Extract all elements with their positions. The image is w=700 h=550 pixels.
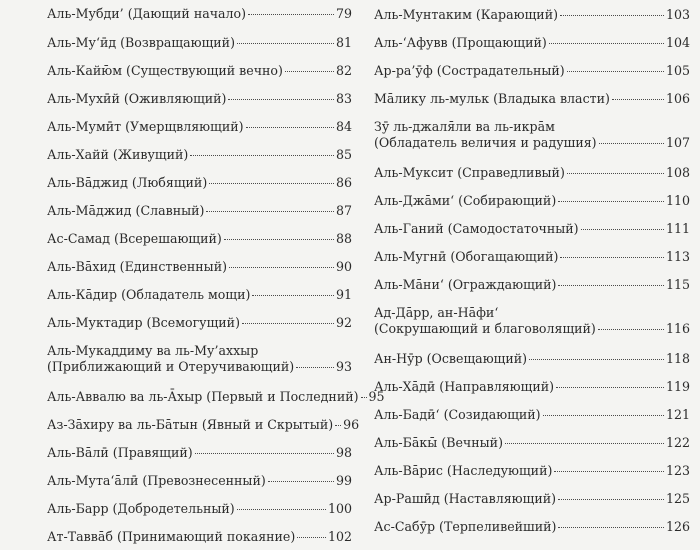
toc-entry-title-line: Зӯ ль-джаля̄ли ва ль-икра̄м	[374, 119, 555, 134]
toc-entry	[37, 168, 352, 196]
toc-entry-title: Аль-Ба̄кы̄ (Вечный)	[374, 435, 503, 450]
toc-entry	[37, 494, 352, 522]
toc-entry-title: Ар-Рашӣд (Наставляющий)	[374, 491, 557, 506]
dot-leader	[246, 127, 334, 128]
toc-entry	[374, 512, 690, 540]
toc-entry-title-line: Аль-Мукаддиму ва ль-Му’аххыр	[47, 343, 259, 358]
toc-entry-title: Аль-Мухӣй (Оживляющий)	[47, 91, 227, 106]
left-column	[37, 0, 385, 544]
toc-entry	[374, 270, 690, 298]
toc-entry-title: Аль-Мубди’ (Дающий начало)	[47, 6, 247, 21]
toc-entry	[374, 112, 690, 158]
dot-leader	[560, 15, 664, 16]
toc-page-number: 98	[335, 445, 352, 460]
toc-entry	[374, 84, 690, 112]
dot-leader	[252, 295, 334, 296]
toc-page-number: 119	[665, 379, 690, 394]
toc-entry-title: Аль-Ма̄джид (Славный)	[47, 203, 205, 218]
toc-entry-title-line: Ад-Да̄рр, ан-На̄фи‘	[374, 305, 499, 320]
toc-page-number: 95	[368, 389, 385, 404]
toc-page-number: 106	[665, 91, 690, 106]
toc-entry-title: Аль-Му‘ӣд (Возвращающий)	[47, 35, 235, 50]
toc-page-number: 105	[665, 63, 690, 78]
toc-entry-title: (Приближающий и Отеручивающий)	[47, 359, 295, 374]
dot-leader	[558, 499, 664, 500]
dot-leader	[228, 99, 333, 100]
dot-leader	[612, 99, 664, 100]
toc-entry-title: Аль-Барр (Добродетельный)	[47, 501, 235, 516]
toc-page-number: 125	[665, 491, 690, 506]
dot-leader	[206, 211, 334, 212]
toc-entry-title: Аль-‘Афувв (Прощающий)	[374, 35, 547, 50]
toc-page-number: 81	[335, 35, 352, 50]
toc-entry	[37, 84, 352, 112]
toc-entry-title: Аль-Кайю̄м (Существующий вечно)	[47, 63, 283, 78]
dot-leader	[361, 397, 367, 398]
dot-leader	[567, 173, 664, 174]
toc-entry-title: Аль-Ва̄рис (Наследующий)	[374, 463, 553, 478]
toc-entry	[374, 428, 690, 456]
dot-leader	[529, 359, 664, 360]
dot-leader	[237, 509, 326, 510]
toc-entry	[37, 410, 360, 438]
toc-entry-title: Ат-Тавва̄б (Принимающий покаяние)	[47, 529, 296, 544]
toc-entry	[374, 242, 690, 270]
toc-page-number: 91	[335, 287, 352, 302]
dot-leader	[285, 71, 334, 72]
toc-entry-title: (Сокрушающий и благоволящий)	[374, 321, 596, 336]
toc-entry-title: (Обладатель величия и радушия)	[374, 135, 597, 150]
toc-entry	[374, 186, 690, 214]
toc-entry	[37, 0, 352, 28]
dot-leader	[558, 527, 663, 528]
toc-entry	[374, 214, 690, 242]
toc-entry-title: Аль-Ганий (Самодостаточный)	[374, 221, 579, 236]
toc-entry	[374, 484, 690, 512]
right-column	[374, 0, 690, 534]
dot-leader	[209, 183, 334, 184]
toc-entry-title: Аль-Муктадир (Всемогущий)	[47, 315, 240, 330]
toc-entry	[37, 224, 352, 252]
toc-page-number: 103	[665, 7, 690, 22]
toc-page-number: 96	[343, 417, 360, 432]
toc-page-number: 107	[665, 135, 690, 150]
toc-page-number: 83	[335, 91, 352, 106]
toc-entry	[37, 308, 352, 336]
toc-page-number: 90	[335, 259, 352, 274]
toc-entry-title: Ма̄лику ль-мульк (Владыка власти)	[374, 91, 610, 106]
toc-entry-title: Аль-Мута‘а̄лӣ (Превознесенный)	[47, 473, 266, 488]
toc-entry-title: Аль-Мумӣт (Умерщвляющий)	[47, 119, 244, 134]
toc-page-number: 113	[665, 249, 690, 264]
dot-leader	[558, 285, 663, 286]
toc-page-number: 122	[665, 435, 690, 450]
toc-entry	[374, 456, 690, 484]
toc-entry-title: Аль-Хайй (Живущий)	[47, 147, 189, 162]
toc-entry-title: Аль-Ва̄лӣ (Правящий)	[47, 445, 193, 460]
dot-leader	[190, 155, 334, 156]
toc-entry	[374, 56, 690, 84]
toc-entry-title: Аль-Ха̄дӣ (Направляющий)	[374, 379, 555, 394]
toc-entry	[37, 140, 352, 168]
toc-entry-title: Аль-Мунтаким (Карающий)	[374, 7, 558, 22]
toc-entry	[37, 466, 352, 494]
toc-entry	[37, 28, 352, 56]
toc-entry-second-line	[47, 359, 352, 375]
toc-entry	[374, 344, 690, 372]
dot-leader	[556, 387, 664, 388]
dot-leader	[237, 43, 334, 44]
toc-entry-title: Аль-Муксит (Справедливый)	[374, 165, 565, 180]
dot-leader	[242, 323, 334, 324]
dot-leader	[554, 471, 664, 472]
toc-entry	[37, 252, 352, 280]
toc-entry	[37, 336, 352, 382]
toc-entry	[374, 28, 690, 56]
toc-entry-title: Аз-За̄хиру ва ль-Ба̄тын (Явный и Скрытый)	[47, 417, 334, 432]
toc-page-number: 82	[335, 63, 352, 78]
dot-leader	[335, 425, 341, 426]
dot-leader	[296, 367, 334, 368]
toc-page-number: 86	[335, 175, 352, 190]
toc-entry-title: Аль-Аввалю ва ль-А̄хыр (Первый и Последний)	[47, 389, 359, 404]
toc-entry	[374, 400, 690, 428]
dot-leader	[558, 201, 664, 202]
toc-entry-second-line	[374, 321, 690, 337]
toc-page-number: 115	[665, 277, 690, 292]
dot-leader	[248, 14, 334, 15]
toc-entry	[374, 298, 690, 344]
toc-entry	[37, 196, 352, 224]
toc-page-number: 99	[335, 473, 352, 488]
toc-page-number: 84	[335, 119, 352, 134]
toc-entry-title: Аль-Бадӣ‘ (Созидающий)	[374, 407, 541, 422]
toc-page-number: 118	[665, 351, 690, 366]
toc-entry	[37, 56, 352, 84]
toc-page-number: 126	[665, 519, 690, 534]
toc-entry	[37, 112, 352, 140]
dot-leader	[268, 481, 334, 482]
toc-page-number: 87	[335, 203, 352, 218]
toc-entry	[374, 0, 690, 28]
toc-page-number: 93	[335, 359, 352, 374]
dot-leader	[297, 537, 326, 538]
toc-entry-second-line	[374, 135, 690, 151]
dot-leader	[195, 453, 334, 454]
dot-leader	[560, 257, 664, 258]
toc-page-number: 108	[665, 165, 690, 180]
toc-entry-title: Аль-Ма̄ни‘ (Ограждающий)	[374, 277, 557, 292]
toc-page-number: 85	[335, 147, 352, 162]
toc-entry	[37, 382, 385, 410]
toc-page-number: 88	[335, 231, 352, 246]
toc-entry-title: Аль-Ва̄хид (Единственный)	[47, 259, 227, 274]
toc-page-number: 123	[665, 463, 690, 478]
toc-entry	[37, 522, 352, 550]
dot-leader	[567, 71, 664, 72]
toc-page-number: 111	[665, 221, 690, 236]
toc-entry-title: Аль-Ка̄дир (Обладатель мощи)	[47, 287, 251, 302]
toc-page-number: 116	[665, 321, 690, 336]
toc-entry-title: Аль-Джа̄ми‘ (Собирающий)	[374, 193, 557, 208]
toc-page-number: 121	[665, 407, 690, 422]
dot-leader	[581, 229, 664, 230]
dot-leader	[505, 443, 664, 444]
toc-entry-title: Ас-Сабӯр (Терпеливейший)	[374, 519, 557, 534]
toc-entry	[374, 372, 690, 400]
toc-page-number: 79	[335, 6, 352, 21]
toc-entry	[37, 280, 352, 308]
toc-entry-title: Ас-Самад (Всерешающий)	[47, 231, 222, 246]
toc-entry-title: Аль-Ва̄джид (Любящий)	[47, 175, 208, 190]
toc-entry-title: Аль-Мугнӣ (Обогащающий)	[374, 249, 559, 264]
dot-leader	[598, 329, 664, 330]
dot-leader	[549, 43, 664, 44]
toc-entry	[37, 438, 352, 466]
dot-leader	[224, 239, 334, 240]
toc-entry	[374, 158, 690, 186]
toc-page-number: 100	[327, 501, 352, 516]
toc-page-number: 104	[665, 35, 690, 50]
dot-leader	[599, 143, 664, 144]
dot-leader	[543, 415, 664, 416]
toc-page-number: 102	[327, 529, 352, 544]
toc-page-number: 110	[665, 193, 690, 208]
toc-entry-title: Ан-Нӯр (Освещающий)	[374, 351, 528, 366]
dot-leader	[229, 267, 334, 268]
toc-page-number: 92	[335, 315, 352, 330]
toc-entry-title: Ар-ра’ӯф (Сострадательный)	[374, 63, 565, 78]
